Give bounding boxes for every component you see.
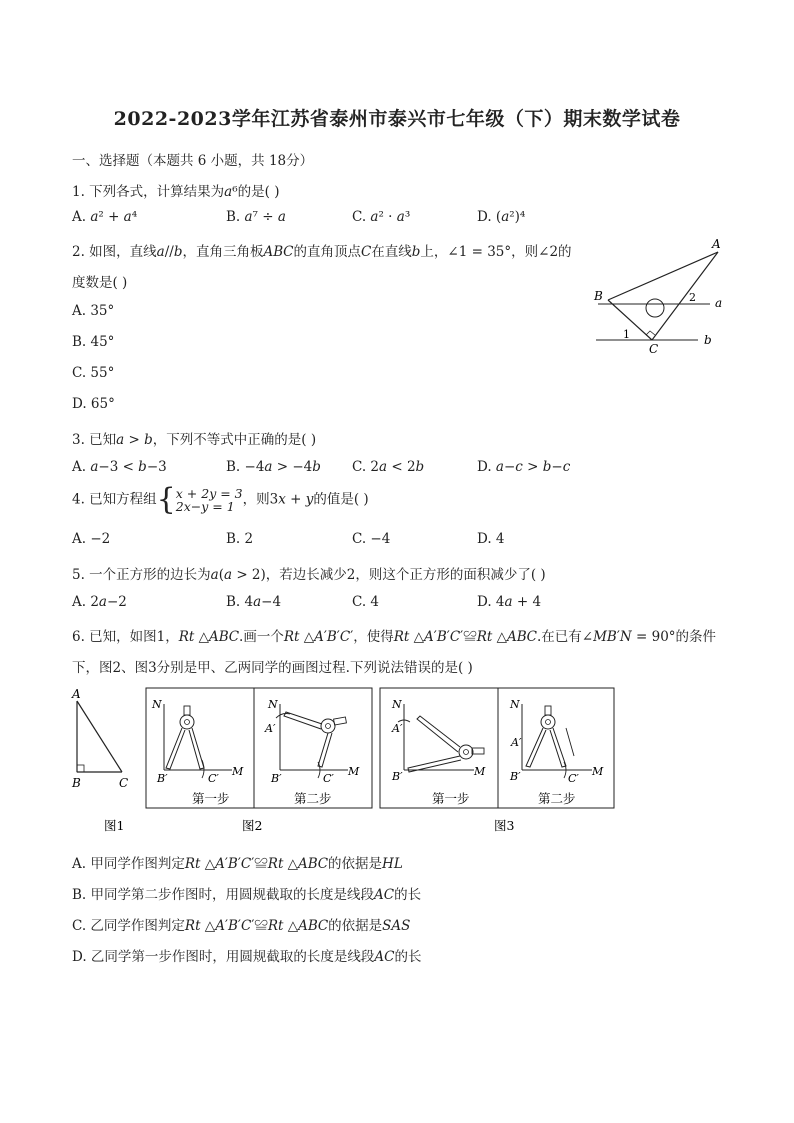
system-brace: {: [156, 482, 176, 517]
q1-option-a: A. 𝑎² + 𝑎⁴: [72, 209, 138, 225]
q3-option-d: D. 𝑎−𝑐 > 𝑏−𝑐: [477, 459, 571, 475]
q4-option-c: C. −4: [352, 531, 391, 547]
q3-option-a: A. 𝑎−3 < 𝑏−3: [72, 459, 167, 475]
q5-option-c: C. 4: [352, 594, 380, 610]
figure3-step2: [509, 698, 604, 785]
svg-text:B′: B′: [271, 772, 282, 785]
section-heading: 一、选择题（本题共 6 小题，共 18分）: [72, 153, 314, 169]
step-label-fig2-2: 第二步: [294, 791, 332, 806]
svg-text:M: M: [474, 765, 486, 778]
q5-option-b: B. 4𝑎−4: [226, 594, 282, 610]
svg-text:C: C: [119, 776, 129, 790]
compass-icon: [526, 706, 574, 767]
equation-system: [176, 487, 243, 513]
figure1-triangle: [71, 687, 128, 790]
figure2-frame: [146, 688, 372, 808]
label-a: a: [715, 296, 723, 310]
svg-text:M: M: [348, 765, 360, 778]
q4-option-d: D. 4: [477, 531, 505, 547]
q2-option-d: D. 65°: [72, 396, 115, 412]
q3-option-b: B. −4𝑎 > −4𝑏: [226, 459, 321, 475]
svg-text:A′: A′: [265, 722, 276, 735]
svg-text:B′: B′: [510, 770, 521, 783]
figure3-step1: [391, 698, 486, 783]
q1-option-b: B. 𝑎⁷ ÷ 𝑎: [226, 209, 286, 225]
caption-fig2: 图2: [242, 818, 263, 833]
svg-text:N: N: [510, 698, 520, 711]
q2-stem-line1: 2. 如图，直线𝑎//𝑏，直角三角板𝐴𝐵𝐶的直角顶点𝐶在直线𝑏上，∠1 = 35°，则∠2的: [72, 244, 572, 260]
compass-icon: [408, 716, 484, 772]
label-angle1: 1: [623, 328, 630, 341]
q4-stem-suffix: ，则3𝑥 + 𝑦的值是( ): [242, 491, 369, 508]
label-b: b: [704, 333, 712, 347]
compass-icon: [166, 706, 204, 769]
q2-option-a: A. 35°: [72, 303, 115, 319]
q1-stem: 1. 下列各式，计算结果为𝑎⁶的是( ): [72, 184, 280, 200]
q2-option-c: C. 55°: [72, 365, 115, 381]
equation-1: 𝑥 + 2𝑦 = 3: [175, 486, 243, 501]
step-label-fig2-1: 第一步: [192, 791, 230, 806]
q4-stem-prefix: 4. 已知方程组: [72, 491, 157, 508]
caption-fig1: 图1: [104, 818, 125, 833]
q2-stem-line2: 度数是( ): [72, 275, 128, 291]
step-label-fig3-1: 第一步: [432, 791, 470, 806]
q6-option-c: C. 乙同学作图判定𝑅𝑡 △𝐴′𝐵′𝐶′≌𝑅𝑡 △𝐴𝐵𝐶的依据是𝑆𝐴𝑆: [72, 918, 411, 934]
figure2-step1: [151, 698, 244, 785]
svg-text:A: A: [72, 687, 81, 701]
q1-option-d: D. (𝑎²)⁴: [477, 209, 526, 225]
q5-option-a: A. 2𝑎−2: [72, 594, 127, 610]
exam-title: 2022-2023学年江苏省泰州市泰兴市七年级（下）期末数学试卷: [113, 108, 681, 130]
svg-text:B′: B′: [392, 770, 403, 783]
q6-stem-line1: 6. 已知，如图1，𝑅𝑡 △𝐴𝐵𝐶.画一个𝑅𝑡 △𝐴′𝐵′𝐶′，使得𝑅𝑡 △𝐴′𝐵′𝐶′≌𝑅𝑡 △𝐴𝐵𝐶.在已有∠𝑀𝐵′𝑁 = 90°的条件: [72, 629, 717, 645]
svg-text:A′: A′: [511, 736, 522, 749]
svg-text:C′: C′: [208, 772, 219, 785]
right-angle-mark: [646, 331, 655, 335]
q6-figures: [66, 684, 626, 840]
svg-text:M: M: [232, 765, 244, 778]
figure3-frame: [380, 688, 614, 808]
caption-fig3: 图3: [494, 818, 515, 833]
triangle-hole: [646, 299, 664, 317]
q6-option-d: D. 乙同学第一步作图时，用圆规截取的长度是线段𝐴𝐶的长: [72, 949, 422, 965]
q5-option-d: D. 4𝑎 + 4: [477, 594, 542, 610]
label-angle2: 2: [689, 291, 696, 304]
side-ac: [652, 252, 718, 340]
svg-text:B: B: [72, 776, 81, 790]
svg-text:C′: C′: [568, 772, 579, 785]
q3-option-c: C. 2𝑎 < 2𝑏: [352, 459, 425, 475]
q5-stem: 5. 一个正方形的边长为𝑎(𝑎 > 2)，若边长减少2，则这个正方形的面积减少了( ): [72, 567, 546, 583]
q6-stem-line2: 下，图2、图3分别是甲、乙两同学的画图过程.下列说法错误的是( ): [72, 660, 473, 676]
side-bc: [608, 300, 652, 340]
q4-option-a: A. −2: [72, 531, 111, 547]
svg-text:N: N: [268, 698, 278, 711]
q1-option-c: C. 𝑎² · 𝑎³: [352, 209, 411, 225]
svg-text:N: N: [392, 698, 402, 711]
label-B: B: [594, 289, 603, 303]
q2-figure: [588, 234, 728, 359]
side-ab: [608, 252, 718, 300]
equation-2: 2𝑥−𝑦 = 1: [175, 499, 235, 514]
compass-icon: [284, 712, 346, 767]
label-A: A: [712, 237, 721, 251]
svg-text:C′: C′: [323, 772, 334, 785]
step-label-fig3-2: 第二步: [538, 791, 576, 806]
svg-text:M: M: [592, 765, 604, 778]
figure2-step2: [264, 698, 360, 785]
q4-stem: [72, 482, 369, 517]
q6-option-b: B. 甲同学第二步作图时，用圆规截取的长度是线段𝐴𝐶的长: [72, 887, 422, 903]
svg-text:N: N: [152, 698, 162, 711]
q4-option-b: B. 2: [226, 531, 254, 547]
q2-option-b: B. 45°: [72, 334, 115, 350]
q6-option-a: A. 甲同学作图判定𝑅𝑡 △𝐴′𝐵′𝐶′≌𝑅𝑡 △𝐴𝐵𝐶的依据是𝐻𝐿: [72, 856, 403, 872]
label-C: C: [649, 342, 659, 356]
q3-stem: 3. 已知𝑎 > 𝑏，下列不等式中正确的是( ): [72, 432, 317, 448]
svg-text:A′: A′: [392, 722, 403, 735]
svg-text:B′: B′: [157, 772, 168, 785]
